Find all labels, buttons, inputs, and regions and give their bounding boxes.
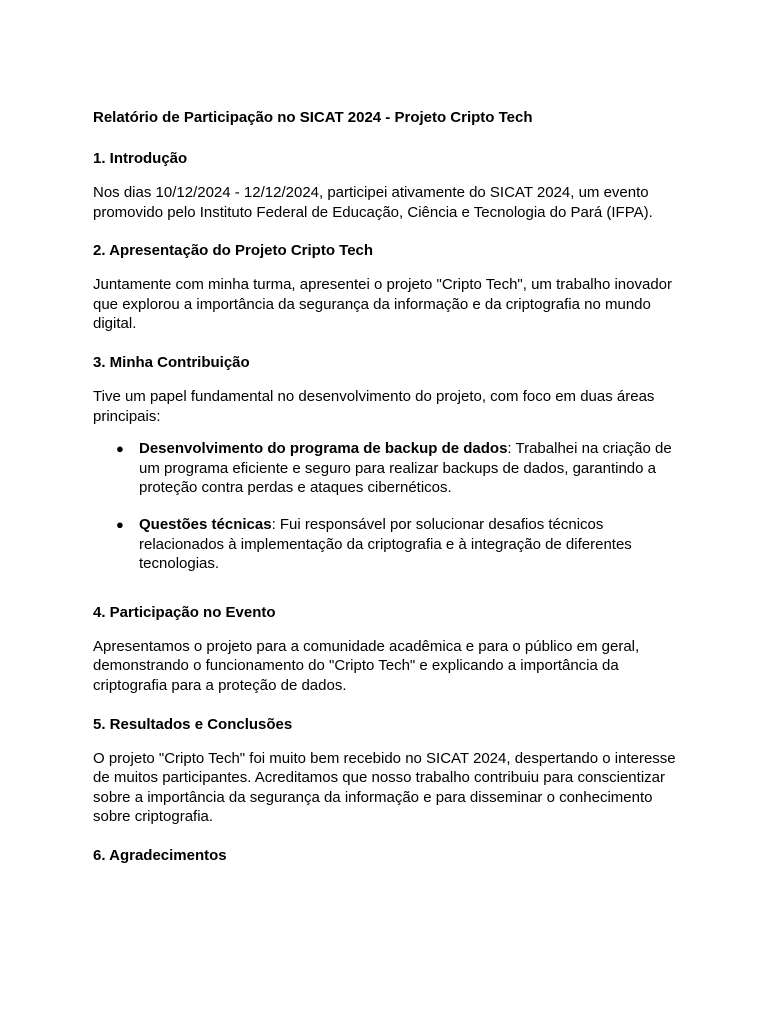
section-2-paragraph: Juntamente com minha turma, apresentei o projeto "Cripto Tech", um trabalho inovador que explorou a importância da segurança da informação e da criptografia no mundo digital. — [93, 276, 673, 333]
section-2-heading: 2. Apresentação do Projeto Cripto Tech — [93, 242, 374, 260]
list-item — [93, 439, 688, 498]
list-item — [93, 515, 688, 574]
list-item-text: : Trabalhei na criação de um programa eficiente e seguro para realizar backups de dados, garantindo a proteção contra perdas e ataques cibernéticos. — [139, 440, 672, 497]
contribution-list — [93, 439, 688, 574]
section-5-heading: 5. Resultados e Conclusões — [93, 715, 293, 733]
section-5-paragraph: O projeto "Cripto Tech" foi muito bem recebido no SICAT 2024, despertando o interesse de muitos participantes. Acreditamos que nosso trabalho contribuiu para conscientizar sobre a importância da segurança da informação e para disseminar o conhecimento sobre criptografia. — [93, 749, 676, 826]
section-3-paragraph: Tive um papel fundamental no desenvolvimento do projeto, com foco em duas áreas principais: — [93, 387, 655, 425]
section-1-heading: 1. Introdução — [93, 150, 188, 167]
section-6-heading: 6. Agradecimentos — [93, 846, 227, 864]
section-4-heading: 4. Participação no Evento — [93, 603, 276, 621]
list-item-text: : Fui responsável por solucionar desafios técnicos relacionados à implementação da criptografia e à integração de diferentes tecnologias. — [139, 515, 632, 573]
bullet-icon: ● — [116, 441, 124, 457]
list-item-bold: Questões técnicas — [139, 515, 272, 533]
section-4-paragraph: Apresentamos o projeto para a comunidade acadêmica e para o público em geral, demonstrando o funcionamento do "Cripto Tech" e explicando a importância da criptografia para a proteção de dados. — [93, 637, 640, 694]
section-3-heading: 3. Minha Contribuição — [93, 353, 250, 371]
list-item-bold: Desenvolvimento do programa de backup de dados — [139, 440, 508, 458]
bullet-icon: ● — [116, 516, 124, 532]
document-title: Relatório de Participação no SICAT 2024 - Projeto Cripto Tech — [93, 109, 533, 126]
section-1-paragraph: Nos dias 10/12/2024 - 12/12/2024, participei ativamente do SICAT 2024, um evento promovido pelo Instituto Federal de Educação, Ciência e Tecnologia do Pará (IFPA). — [93, 184, 653, 221]
